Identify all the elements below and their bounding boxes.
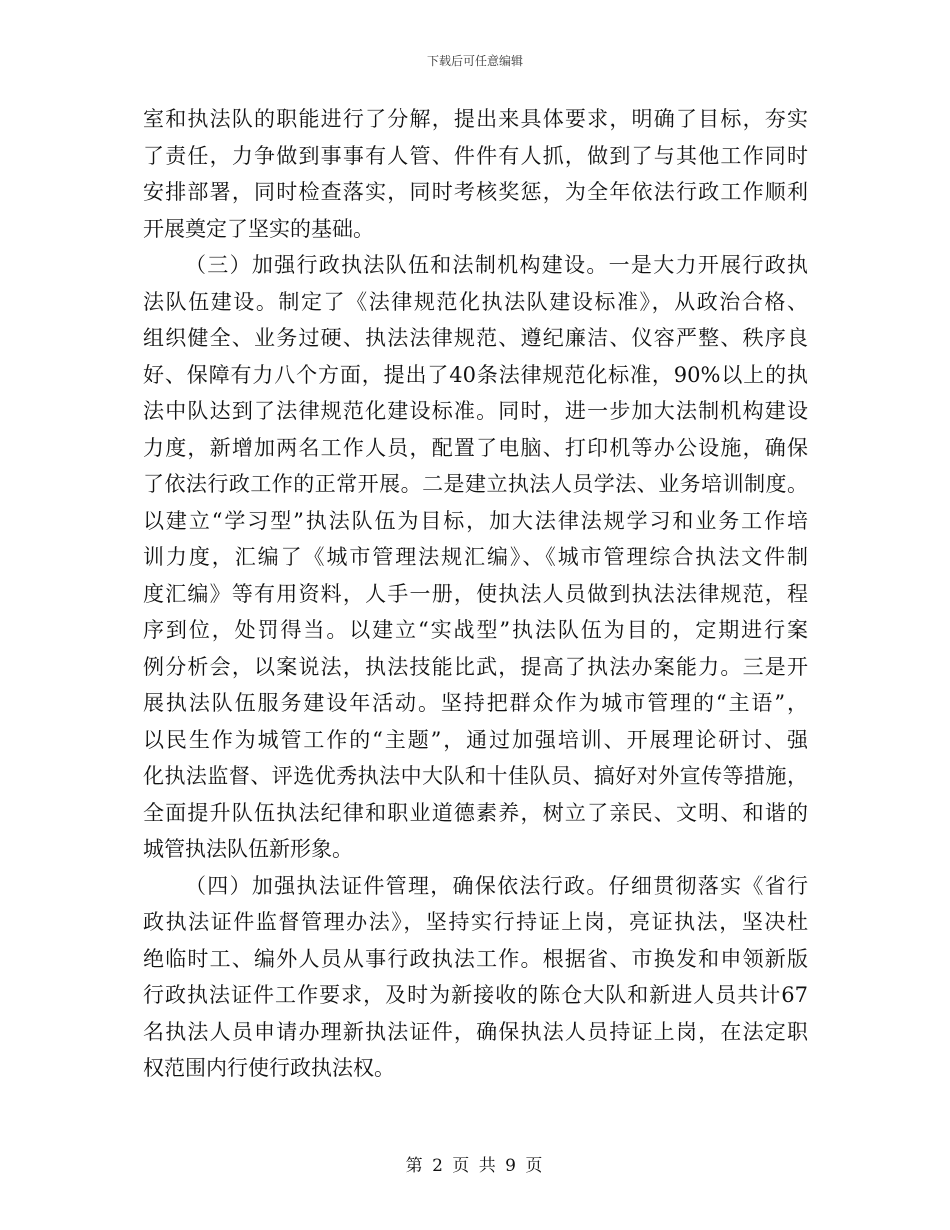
text-line: 名执法人员申请办理新执法证件，确保执法人员持证上岗，在法定职 — [143, 1019, 808, 1044]
text-line: 展执法队伍服务建设年活动。坚持把群众作为城市管理的“主语”， — [143, 691, 808, 715]
page-header-note: 下载后可任意编辑 — [426, 54, 523, 68]
text-line: 安排部署，同时检查落实，同时考核奖惩，为全年依法行政工作顺利 — [143, 180, 808, 204]
text-line: 组织健全、业务过硬、执法法律规范、遵纪廉洁、仪容严整、秩序良 — [143, 326, 808, 350]
text-line: （四）加强执法证件管理，确保依法行政。仔细贯彻落实《省行 — [185, 873, 808, 898]
text-line: 法队伍建设。制定了《法律规范化执法队建设标准》，从政治合格、 — [143, 289, 808, 314]
text-line: 城管执法队伍新形象。 — [143, 837, 353, 861]
text-line: 以民生作为城管工作的“主题”，通过加强培训、开展理论研讨、强 — [143, 727, 808, 752]
text-line: 开展奠定了坚实的基础。 — [143, 216, 374, 241]
text-line: 绝临时工、编外人员从事行政执法工作。根据省、市换发和申领新版 — [143, 946, 808, 971]
text-line: 训力度，汇编了《城市管理法规汇编》、《城市管理综合执法文件制 — [143, 545, 808, 569]
text-line: （三）加强行政执法队伍和法制机构建设。一是大力开展行政执 — [185, 253, 808, 277]
text-line: 序到位，处罚得当。以建立“实战型”执法队伍为目的，定期进行案 — [143, 618, 808, 642]
paragraph-1 — [143, 101, 808, 247]
text-line: 法中队达到了法律规范化建设标准。同时，进一步加大法制机构建设 — [143, 399, 808, 423]
text-line: 好、保障有力八个方面，提出了40条法律规范化标准，90%以上的执 — [143, 362, 808, 387]
text-line: 例分析会，以案说法，执法技能比武，提高了执法办案能力。三是开 — [143, 654, 808, 679]
paragraph-2 — [143, 247, 808, 868]
text-line: 化执法监督、评选优秀执法中大队和十佳队员、搞好对外宣传等措施， — [143, 764, 808, 788]
page-number-footer: 第 2 页 共 9 页 — [405, 1156, 545, 1176]
document-body — [143, 101, 808, 1087]
text-line: 了责任，力争做到事事有人管、件件有人抓，做到了与其他工作同时 — [143, 143, 808, 168]
text-line: 力度，新增加两名工作人员，配置了电脑、打印机等办公设施，确保 — [143, 435, 808, 460]
text-line: 室和执法队的职能进行了分解，提出来具体要求，明确了目标，夯实 — [143, 107, 808, 131]
text-line: 全面提升队伍执法纪律和职业道德素养，树立了亲民、文明、和谐的 — [143, 800, 808, 825]
text-line: 度汇编》等有用资料，人手一册，使执法人员做到执法法律规范，程 — [143, 581, 808, 606]
text-line: 以建立“学习型”执法队伍为目标，加大法律法规学习和业务工作培 — [143, 508, 808, 533]
text-line: 权范围内行使行政执法权。 — [143, 1056, 395, 1080]
paragraph-3 — [143, 868, 808, 1087]
text-line: 了依法行政工作的正常开展。二是建立执法人员学法、业务培训制度。 — [143, 472, 808, 496]
text-line: 行政执法证件工作要求，及时为新接收的陈仓大队和新进人员共计67 — [143, 983, 808, 1007]
text-line: 政执法证件监督管理办法》，坚持实行持证上岗，亮证执法，坚决杜 — [143, 910, 808, 934]
